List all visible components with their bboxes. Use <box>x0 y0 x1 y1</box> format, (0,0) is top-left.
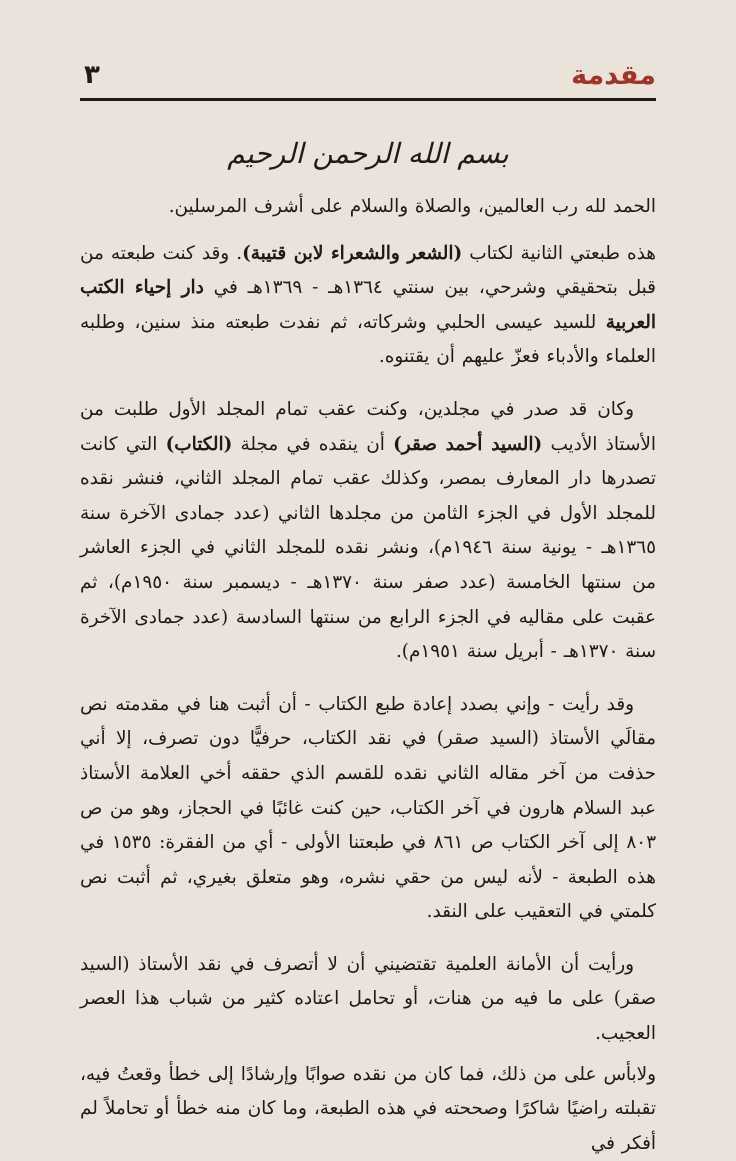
book-title-bold: (الشعر والشعراء لابن قتيبة) <box>242 242 463 264</box>
publisher-bold: دار إحياء الكتب العربية <box>80 277 656 333</box>
page-number: ٣ <box>84 60 100 90</box>
critic-name-bold: (السيد أحمد صقر) <box>393 433 543 455</box>
paragraph-3-text-a: وكان قد صدر في مجلدين، وكنت عقب تمام المجلد الأول طلبت من الأستاذ الأديب <box>80 398 656 455</box>
paragraph-1: الحمد لله رب العالمين، والصلاة والسلام على أشرف المرسلين. <box>168 196 656 217</box>
paragraph-5: ورأيت أن الأمانة العلمية تقتضيني أن لا أتصرف في نقد الأستاذ (السيد صقر) على ما فيه من هنات، أو تحامل اعتاده كثير من شباب هذا العصر العجيب. <box>80 953 656 1045</box>
journal-name-bold: (الكتاب) <box>165 433 233 455</box>
basmala-calligraphy: بسم الله الرحمن الرحيم <box>227 137 509 170</box>
page-header <box>80 58 656 101</box>
paragraph-3-text-c: أن ينقده في مجلة <box>232 433 394 455</box>
paragraph-2-text-e: للسيد عيسى الحلبي وشركاته، ثم نفدت طبعته منذ سنين، وطلبه العلماء والأدباء فعزّ عليهم أن يقتنوه. <box>80 311 656 368</box>
section-title: مقدمة <box>571 60 656 91</box>
paragraph-3 <box>80 393 656 670</box>
paragraph-3-text-e: التي كانت تصدرها دار المعارف بمصر، وكذلك عقب تمام المجلد الثاني، فنشر نقده للمجلد الأول في الجزء الثامن من مجلدها الثاني (عدد جمادى الآخرة سنة ١٣٦٥هـ - يونية سنة ١٩٤٦م)، ونشر نقده للمجلد الثاني في الجزء العاشر من سنتها الخامسة (عدد صفر سنة ١٣٧٠هـ - ديسمبر سنة ١٩٥٠م)، ثم عقبت على مقاليه في الجزء الرابع من سنتها السادسة (عدد جمادى الآخرة سنة ١٣٧٠هـ - أبريل سنة ١٩٥١م). <box>80 433 657 663</box>
paragraph-2-text-c: . وقد كنت طبعته من قبل بتحقيقي وشرحي، بين سنتي ١٣٦٤هـ - ١٣٦٩هـ في <box>80 242 656 299</box>
paragraph-2 <box>80 237 656 375</box>
paragraph-2-text-a: هذه طبعتي الثانية لكتاب <box>462 242 656 264</box>
paragraph-6: ولابأس على من ذلك، فما كان من نقده صوابًا وإرشادًا إلى خطأ وقعتُ فيه، تقبلته راضيًا شاكرًا وصححته في هذه الطبعة، وما كان منه خطأ أو تحاملاً لم أفكر في <box>80 1063 656 1154</box>
paragraph-4: وقد رأيت - وإني بصدد إعادة طبع الكتاب - أن أثبت هنا في مقدمته نص مقالَي الأستاذ (السيد صقر) في نقد الكتاب، حرفيًّا دون تصرف، إلا أني حذفت من آخر مقاله الثاني نقده للقسم الذي حققه أخي العلامة الأستاذ عبد السلام هارون في آخر الكتاب، حين كنت غائبًا في الحجاز، وهو من ص ٨٠٣ إلى آخر الكتاب ص ٨٦١ في طبعتنا الأولى - أي من الفقرة: ١٥٣٥ في هذه الطبعة - لأنه ليس من حقي نشره، وهو متعلق بغيري، ثم أثبت نص كلمتي في التعقيب على النقد. <box>80 693 656 923</box>
